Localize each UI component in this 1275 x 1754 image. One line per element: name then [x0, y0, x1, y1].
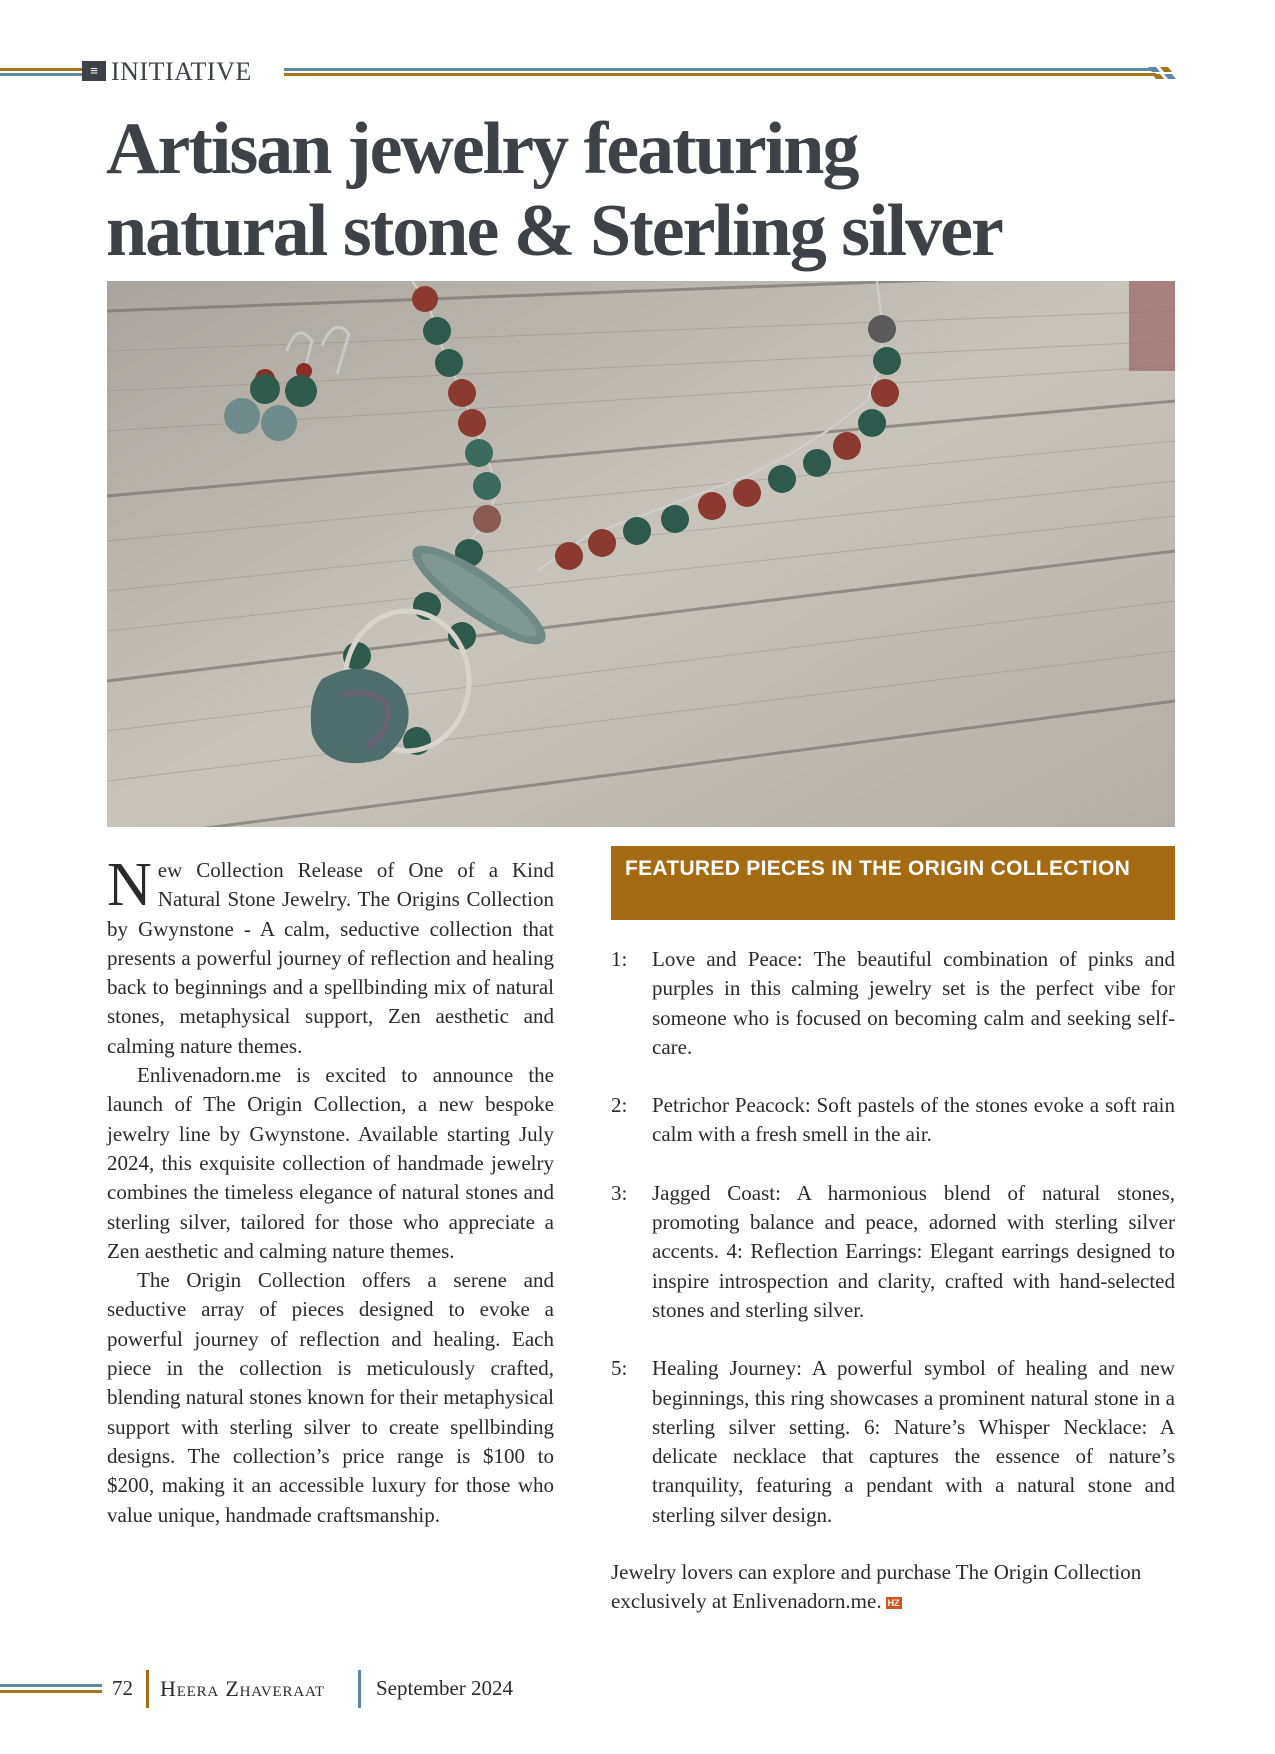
list-item — [611, 1091, 1175, 1150]
magazine-logo-icon: ≡ — [82, 61, 106, 81]
page-number: 72 — [112, 1676, 133, 1700]
list-item-number: 2: — [611, 1093, 628, 1118]
jewelry-photo — [107, 281, 1175, 827]
list-item-number: 5: — [611, 1356, 628, 1381]
end-of-article-icon: HZ — [887, 1598, 900, 1609]
page-footer — [0, 1670, 1275, 1710]
footer-divider — [146, 1670, 149, 1708]
drop-cap: N — [107, 851, 152, 919]
jewelry-on-wood-image — [107, 281, 1175, 827]
closing-paragraph — [611, 1558, 1175, 1617]
decorative-rule-right — [284, 68, 1156, 76]
body-paragraph-3: The Origin Collection offers a serene and seductive array of pieces designed to evoke a powerful journey of reflection and healing. Each piece in the collection is meticulously crafted, blending natural stones known for their metaphysical support with sterling silver to create spellbinding designs. The collection’s price range is $100 to $200, making it an accessible luxury for those who value unique, handmade craftsmanship. — [107, 1268, 554, 1527]
footer-decorative-rule — [0, 1684, 102, 1693]
intro-paragraph — [107, 851, 554, 1061]
list-item-number: 3: — [611, 1180, 628, 1205]
list-item-text: Love and Peace: The beautiful combination of pinks and purples in this calming jewelry set is the perfect vibe for someone who is focused on becoming calm and seeking self-care. — [652, 947, 1175, 1059]
closing-text: Jewelry lovers can explore and purchase The Origin Collection exclusively at Enlivenadorn.me. — [611, 1560, 1142, 1614]
list-item — [611, 1179, 1175, 1325]
list-item-text: Healing Journey: A powerful symbol of healing and new beginnings, this ring showcases a prominent natural stone in a sterling silver setting. 6: Nature’s Whisper Necklace: A delicate necklace that captures the essence of nature’s tranquility, featuring a pendant with a natural stone and sterling silver design. — [652, 1356, 1175, 1527]
headline-line-2: natural stone & Sterling silver — [106, 190, 1002, 272]
footer-divider — [358, 1670, 361, 1708]
body-paragraph-2: Enlivenadorn.me is excited to announce the launch of The Origin Collection, a new bespoke jewelry line by Gwynstone. Available starting July 2024, this exquisite collection of handmade jewelry combines the timeless elegance of natural stones and sterling silver, tailored for those who appreciate a Zen aesthetic and calming nature themes. — [107, 1063, 554, 1263]
decorative-rule-left — [0, 68, 82, 76]
article-body-left — [107, 851, 554, 1530]
list-item-text: Jagged Coast: A harmonious blend of natural stones, promoting balance and peace, adorned with sterling silver accents. 4: Reflection Earrings: Elegant earrings designed to inspire introspection and clarity, crafted with hand-selected stones and sterling silver. — [652, 1180, 1175, 1322]
article-headline — [106, 108, 1186, 272]
magazine-name: Heera Zhaveraat — [160, 1676, 325, 1701]
intro-paragraph-text: ew Collection Release of One of a Kind Natural Stone Jewelry. The Origins Collection by Gwynstone - A calm, seductive collection that presents a powerful journey of reflection and healing back to beginnings and a spellbinding mix of natural stones, metaphysical support, Zen aesthetic and calming nature themes. — [107, 858, 554, 1058]
headline-line-1: Artisan jewelry featuring — [106, 108, 858, 190]
featured-heading-box — [611, 846, 1175, 920]
list-item — [611, 1354, 1175, 1530]
featured-list — [611, 945, 1175, 1559]
list-item-number: 1: — [611, 947, 628, 971]
section-header-bar — [0, 58, 1275, 88]
section-label: INITIATIVE — [111, 57, 252, 86]
list-item — [611, 945, 1175, 1062]
featured-heading: FEATURED PIECES IN THE ORIGIN COLLECTION — [625, 857, 1131, 880]
rule-end-ornament-icon — [1146, 64, 1178, 80]
issue-date: September 2024 — [376, 1676, 514, 1700]
list-item-text: Petrichor Peacock: Soft pastels of the stones evoke a soft rain calm with a fresh smell in the air. — [652, 1093, 1175, 1147]
